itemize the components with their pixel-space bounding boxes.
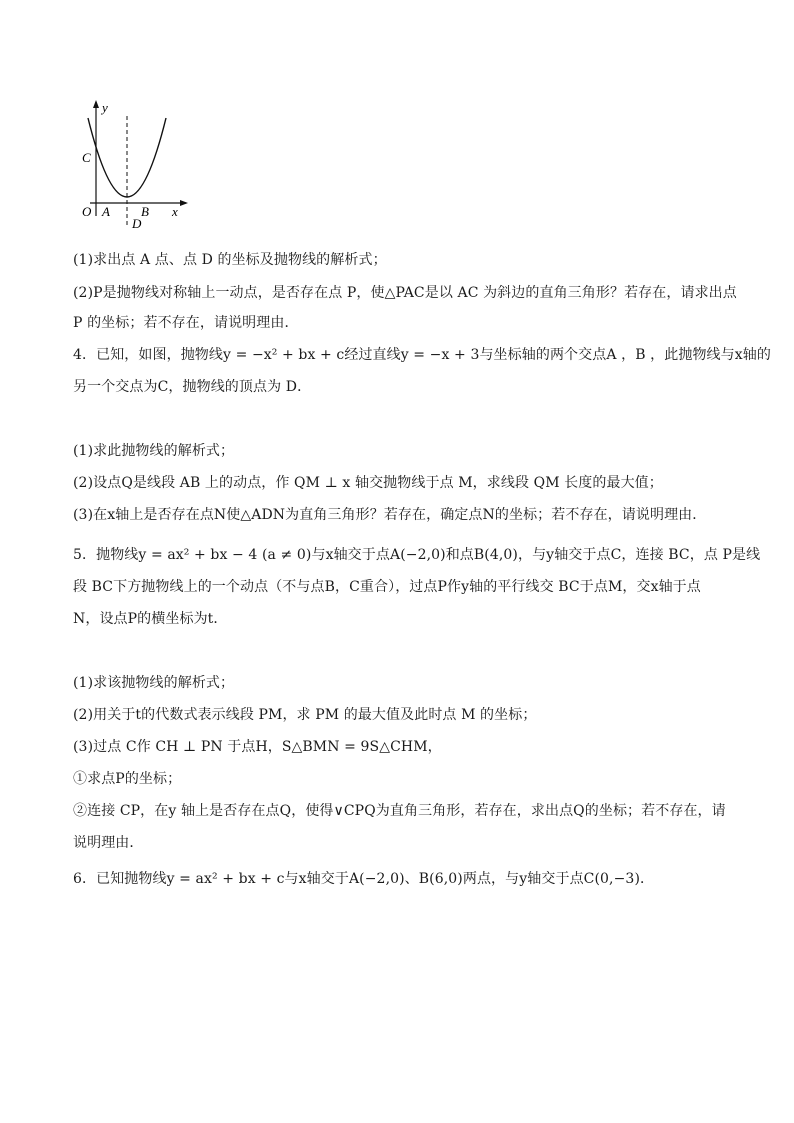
text-line-14: (3)过点 C作 CH ⊥ PN 于点H，S△BMN = 9S△CHM， bbox=[73, 739, 442, 755]
text-line-4: 4．已知，如图，抛物线y = −x² + bx + c经过直线y = −x + 3与坐标轴的两个交点A ，B ，此抛物线与x轴的 bbox=[73, 347, 771, 363]
text-line-13: (2)用关于t的代数式表示线段 PM，求 PM 的最大值及此时点 M 的坐标； bbox=[73, 707, 537, 723]
text-line-10: 段 BC下方抛物线上的一个动点（不与点B，C重合），过点P作y轴的平行线交 BC于点M，交x轴于点 bbox=[73, 579, 701, 595]
text-line-18: 6．已知抛物线y = ax² + bx + c与x轴交于A(−2,0)、B(6,0)两点，与y轴交于点C(0,−3)． bbox=[73, 871, 655, 887]
text-line-2: (2)P是抛物线对称轴上一动点，是否存在点 P，使△PAC是以 AC 为斜边的直角三角形？若存在，请求出点 bbox=[73, 285, 737, 301]
text-line-15: ①求点P的坐标； bbox=[73, 771, 182, 787]
origin-label: O bbox=[82, 204, 92, 219]
y-axis-arrow bbox=[93, 100, 99, 108]
x-axis-arrow bbox=[180, 200, 188, 206]
text-line-16: ②连接 CP，在y 轴上是否存在点Q，使得∨CPQ为直角三角形，若存在，求出点Q的坐标；若不存在，请 bbox=[73, 803, 726, 819]
x-axis-label: x bbox=[172, 204, 178, 219]
point-b-label: B bbox=[141, 204, 149, 219]
parabola-figure bbox=[74, 98, 192, 232]
point-a-label: A bbox=[102, 204, 110, 219]
text-line-7: (2)设点Q是线段 AB 上的动点，作 QM ⊥ x 轴交抛物线于点 M，求线段 QM 长度的最大值； bbox=[73, 475, 663, 491]
text-line-17: 说明理由． bbox=[73, 835, 144, 851]
point-d-label: D bbox=[132, 216, 142, 231]
text-line-8: (3)在x轴上是否存在点N使△ADN为直角三角形？若存在，确定点N的坐标；若不存在，请说明理由． bbox=[73, 507, 707, 523]
text-line-9: 5．抛物线y = ax² + bx − 4 (a ≠ 0)与x轴交于点A(−2,0)和点B(4,0)，与y轴交于点C，连接 BC，点 P是线 bbox=[73, 547, 761, 563]
y-axis-label: y bbox=[102, 100, 108, 115]
text-line-5: 另一个交点为C，抛物线的顶点为 D． bbox=[73, 379, 312, 395]
text-line-12: (1)求该抛物线的解析式； bbox=[73, 675, 235, 691]
text-line-1: (1)求出点 A 点、点 D 的坐标及抛物线的解析式； bbox=[73, 252, 387, 268]
point-c-label: C bbox=[82, 150, 91, 165]
parabola-curve bbox=[88, 118, 166, 197]
text-line-6: (1)求此抛物线的解析式； bbox=[73, 443, 235, 459]
text-line-11: N，设点P的横坐标为t． bbox=[73, 611, 228, 627]
text-line-3: P 的坐标；若不存在，请说明理由． bbox=[73, 315, 299, 331]
